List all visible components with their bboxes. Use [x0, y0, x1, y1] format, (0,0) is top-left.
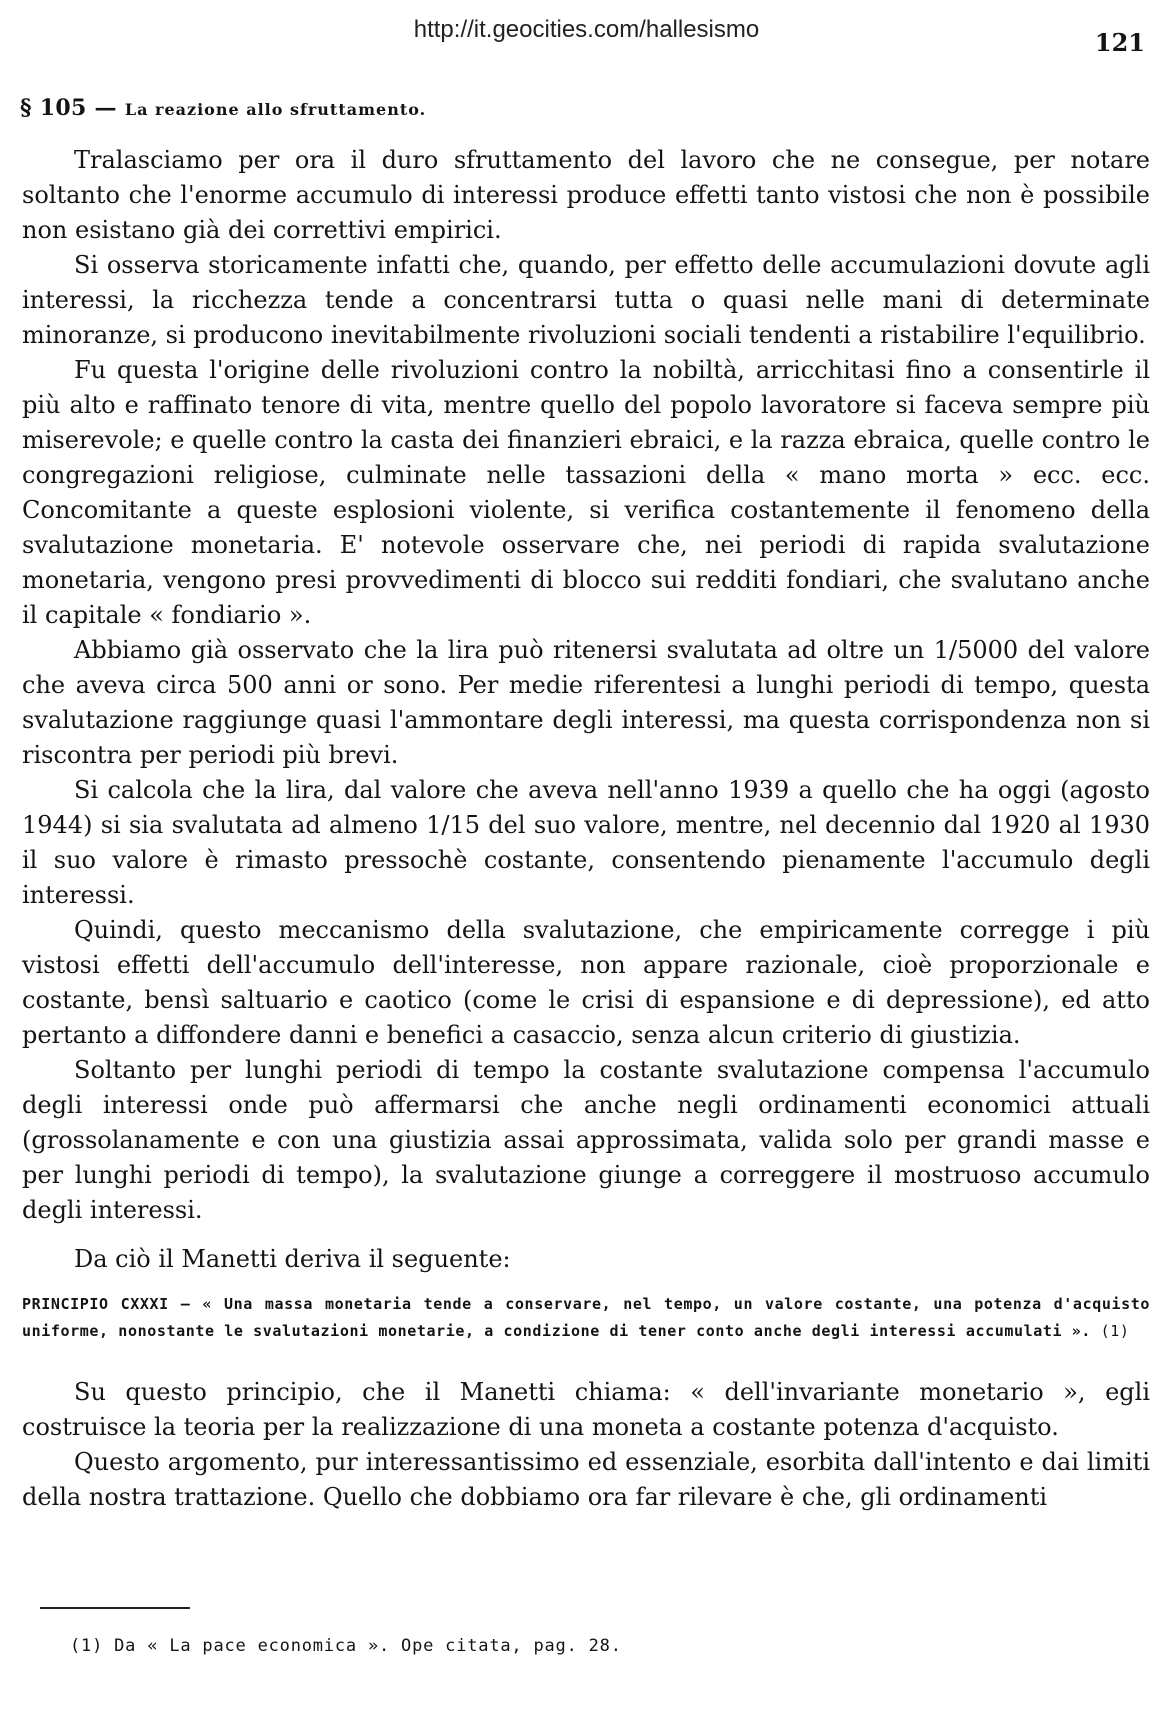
principle-text: — « Una massa monetaria tende a conservare, nel tempo, un valore costante, una potenza d'acquisto uniforme, nonostante le svalutazioni monetarie, a condizione di tener conto anche degli interessi accumulati ». — [22, 1295, 1150, 1340]
paragraph: Soltanto per lunghi periodi di tempo la costante svalutazione compensa l'accumulo degli interessi onde può affermarsi che anche negli ordinamenti economici attuali (grossolanamente e con una giustizia assai approssimata, valida solo per grandi masse e per lunghi periodi di tempo), la svalutazione giunge a correggere il mostruoso accumulo degli interessi. — [22, 1056, 1150, 1224]
paragraph: Fu questa l'origine delle rivoluzioni contro la nobiltà, arricchitasi fino a consentirle il più alto e raffinato tenore di vita, mentre quello del popolo lavoratore si faceva sempre più miserevole; e quelle contro la casta dei finanzieri ebraici, e la razza ebraica, quelle contro le congregazioni religiose, culminate nelle tassazioni della « mano morta » ecc. ecc. Concomitante a queste esplosioni violente, si verifica costantemente il fenomeno della svalutazione monetaria. E' notevole osservare che, nei periodi di rapida svalutazione monetaria, vengono presi provvedimenti di blocco sui redditi fondiari, che svalutano anche il capitale « fondiario ». — [22, 356, 1150, 629]
paragraph: Su questo principio, che il Manetti chiama: « dell'invariante monetario », egli costruisce la teoria per la realizzazione di una moneta a costante potenza d'acquisto. — [22, 1378, 1150, 1441]
source-url: http://it.geocities.com/hallesismo — [413, 16, 760, 43]
paragraph: Si calcola che la lira, dal valore che aveva nell'anno 1939 a quello che ha oggi (agosto 1944) si sia svalutata ad almeno 1/15 del suo valore, mentre, nel decennio dal 1920 al 1930 il suo valore è rimasto pressochè costante, consentendo pienamente l'accumulo degli interessi. — [22, 776, 1150, 909]
paragraph: Da ciò il Manetti deriva il seguente: — [74, 1245, 511, 1273]
page-number: 121 — [1094, 28, 1145, 57]
section-heading — [20, 95, 426, 121]
paragraph: Si osserva storicamente infatti che, quando, per effetto delle accumulazioni dovute agli interessi, la ricchezza tende a concentrarsi tutta o quasi nelle mani di determinate minoranze, si producono inevitabilmente rivoluzioni sociali tendenti a ristabilire l'equilibrio. — [22, 251, 1150, 349]
section-title: La reazione allo sfruttamento. — [124, 100, 427, 119]
footnote-reference: (1) — [1100, 1322, 1130, 1340]
body-text — [22, 143, 1150, 1515]
principle-label: PRINCIPIO CXXXI — [22, 1295, 169, 1313]
footnote: (1) Da « La pace economica ». Ope citata, pag. 28. — [70, 1636, 622, 1656]
paragraph: Quindi, questo meccanismo della svalutazione, che empiricamente corregge i più vistosi effetti dell'accumulo dell'interesse, non appare razionale, cioè proporzionale e costante, bensì saltuario e caotico (come le crisi di espansione e di depressione), ed atto pertanto a diffondere danni e benefici a casaccio, senza alcun criterio di giustizia. — [22, 916, 1150, 1049]
paragraph: Tralasciamo per ora il duro sfruttamento del lavoro che ne consegue, per notare soltanto che l'enorme accumulo di interessi produce effetti tanto vistosi che non è possibile non esistano già dei correttivi empirici. — [22, 146, 1150, 244]
paragraph: Questo argomento, pur interessantissimo ed essenziale, esorbita dall'intento e dai limiti della nostra trattazione. Quello che dobbiamo ora far rilevare è che, gli ordinamenti — [22, 1448, 1150, 1511]
paragraph: Abbiamo già osservato che la lira può ritenersi svalutata ad oltre un 1/5000 del valore che aveva circa 500 anni or sono. Per medie riferentesi a lunghi periodi di tempo, questa svalutazione raggiunge quasi l'ammontare degli interessi, ma questa corrispondenza non si riscontra per periodi più brevi. — [22, 636, 1150, 769]
footnote-divider — [40, 1607, 190, 1609]
section-number: § 105 — — [20, 95, 117, 121]
principle-block — [22, 1291, 1150, 1345]
